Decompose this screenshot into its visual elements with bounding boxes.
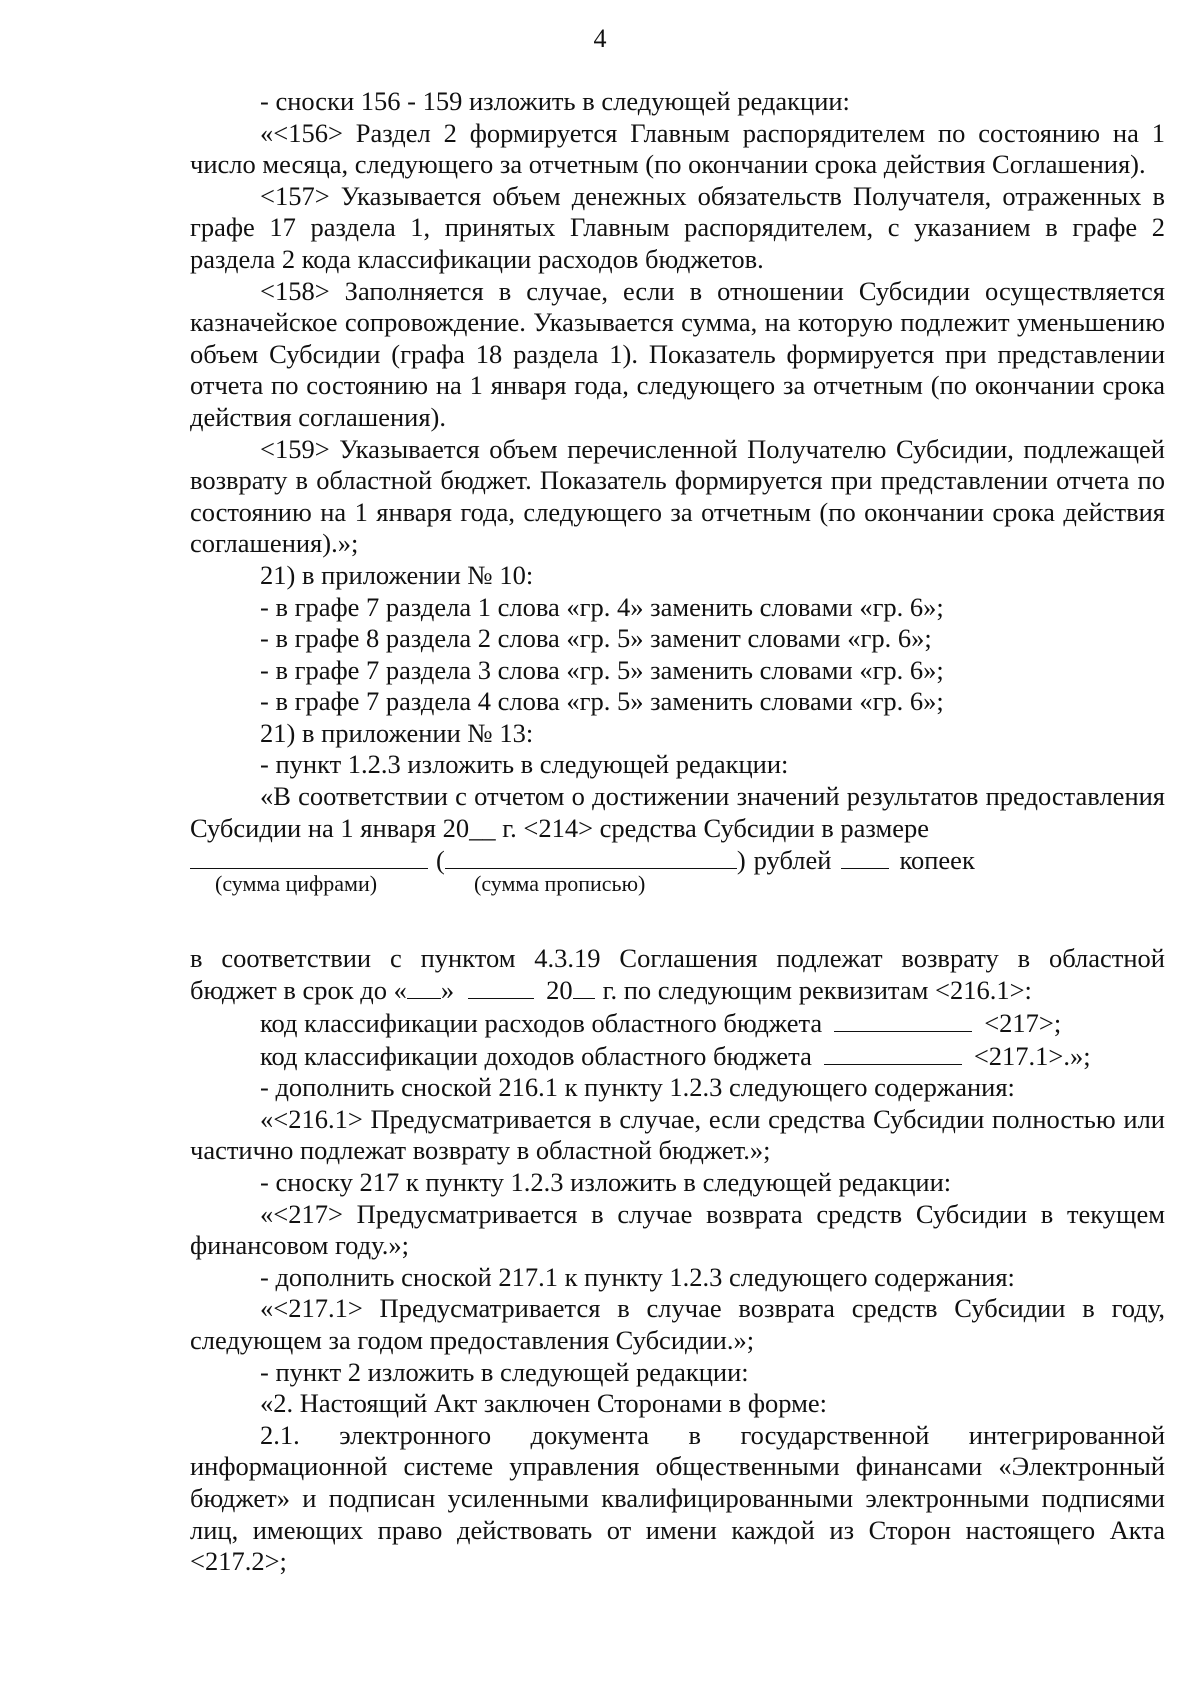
kopecks-blank <box>841 844 889 869</box>
caption-sum-words: (сумма прописью) <box>474 870 646 896</box>
rubles-label: рублей <box>753 845 832 876</box>
income-code-label: код классификации доходов областного бюджета <box>260 1040 812 1071</box>
kopecks-label: копеек <box>899 845 975 876</box>
deadline-month-blank <box>468 974 534 999</box>
amount-digits-blank <box>190 844 428 869</box>
paragraph-appendix-13: 21) в приложении № 13: <box>260 717 534 748</box>
caption-sum-digits: (сумма цифрами) <box>215 870 378 896</box>
paragraph-add-footnote-217-1: - дополнить сноской 217.1 к пункту 1.2.3 следующего содержания: <box>260 1261 1015 1292</box>
amount-words-blank <box>445 844 737 869</box>
paragraph-clause-2-1: 2.1. электронного документа в государственной интегрированной информационной системе управления общественными финансами «Электронный бюджет» и подписан усиленными квалифицированными электронными подписями лиц, имеющих право действовать от имени каждой из Сторон настоящего Акта <217.2>; <box>190 1419 1165 1577</box>
income-code-line <box>190 1040 1165 1073</box>
paragraph-footnote-156: «<156> Раздел 2 формируется Главным распорядителем по состоянию на 1 число месяца, следующего за отчетным (по окончании срока действия Соглашения). <box>190 117 1165 180</box>
paragraph-footnote-158: <158> Заполняется в случае, если в отношении Субсидии осуществляется казначейское сопровождение. Указывается сумма, на которую подлежит уменьшению объем Субсидии (графа 18 раздела 1). Показатель формируется при представлении отчета по состоянию на 1 января года, следующего за отчетным (по окончании срока действия соглашения). <box>190 275 1165 432</box>
close-paren: ) <box>736 845 746 876</box>
income-code-ref: <217.1>.»; <box>973 1040 1091 1071</box>
paragraph-footnote-217-1: «<217.1> Предусматривается в случае возврата средств Субсидии в году, следующем за годом предоставления Субсидии.»; <box>190 1293 1165 1355</box>
paragraph-appendix-10-item-2: - в графе 8 раздела 2 слова «гр. 5» заменит словами «гр. 6»; <box>260 623 932 654</box>
paragraph-appendix-10-item-3: - в графе 7 раздела 3 слова «гр. 5» заменить словами «гр. 6»; <box>260 654 944 685</box>
paragraph-return-line-1: в соответствии с пунктом 4.3.19 Соглашения подлежат возврату в областной <box>190 942 1165 973</box>
paragraph-edit-footnote-217: - сноску 217 к пункту 1.2.3 изложить в следующей редакции: <box>260 1167 952 1197</box>
expense-code-blank <box>834 1007 972 1032</box>
paragraph-footnotes-intro: - сноски 156 - 159 изложить в следующей редакции: <box>260 86 850 116</box>
paragraph-footnote-216-1: «<216.1> Предусматривается в случае, если средства Субсидии полностью или частично подлежат возврату в областной бюджет.»; <box>190 1103 1165 1166</box>
paragraph-appendix-10-item-1: - в графе 7 раздела 1 слова «гр. 4» заменить словами «гр. 6»; <box>260 591 944 622</box>
deadline-prefix: бюджет в срок до « <box>190 975 407 1006</box>
expense-code-label: код классификации расходов областного бюджета <box>260 1008 823 1039</box>
document-body <box>190 86 1165 1578</box>
spacer <box>190 913 1165 943</box>
paragraph-add-footnote-216-1: - дополнить сноской 216.1 к пункту 1.2.3 следующего содержания: <box>260 1072 1015 1103</box>
paragraph-footnote-217: «<217> Предусматривается в случае возврата средств Субсидии в текущем финансовом году.»; <box>190 1198 1165 1261</box>
paragraph-clause-1-2-3-intro: - пункт 1.2.3 изложить в следующей редакции: <box>260 749 789 780</box>
paragraph-appendix-10-item-4: - в графе 7 раздела 4 слова «гр. 5» заменить словами «гр. 6»; <box>260 686 944 717</box>
expense-code-ref: <217>; <box>984 1008 1062 1039</box>
deadline-year-prefix: 20 <box>546 975 573 1006</box>
income-code-blank <box>824 1040 962 1065</box>
paragraph-clause-2-intro: - пункт 2 изложить в следующей редакции: <box>260 1356 749 1387</box>
amount-captions <box>190 870 1165 913</box>
deadline-day-blank <box>407 974 441 999</box>
paragraph-return-line-2 <box>190 974 1165 1007</box>
deadline-suffix: г. по следующим реквизитам <216.1>: <box>602 975 1032 1006</box>
open-paren: ( <box>436 845 445 876</box>
paragraph-clause-2: «2. Настоящий Акт заключен Сторонами в форме: <box>260 1388 827 1419</box>
paragraph-clause-1-2-3-text: «В соответствии с отчетом о достижении значений результатов предоставления Субсидии на 1 января 20__ г. <214> средства Субсидии в размере <box>190 781 1165 843</box>
paragraph-footnote-159: <159> Указывается объем перечисленной Получателю Субсидии, подлежащей возврату в областной бюджет. Показатель формируется при представлении отчета по состоянию на 1 января года, следующего за отчетным (по окончании срока действия соглашения).»; <box>190 433 1165 559</box>
deadline-year-blank <box>573 974 595 999</box>
expense-code-line <box>190 1007 1165 1040</box>
paragraph-appendix-10: 21) в приложении № 10: <box>260 559 534 590</box>
page-number: 4 <box>593 24 607 53</box>
deadline-quote-close: » <box>440 975 455 1006</box>
paragraph-footnote-157: <157> Указывается объем денежных обязательств Получателя, отраженных в графе 17 раздела 1, принятых Главным распорядителем, с указанием в графе 2 раздела 2 кода классификации расходов бюджетов. <box>190 180 1165 274</box>
